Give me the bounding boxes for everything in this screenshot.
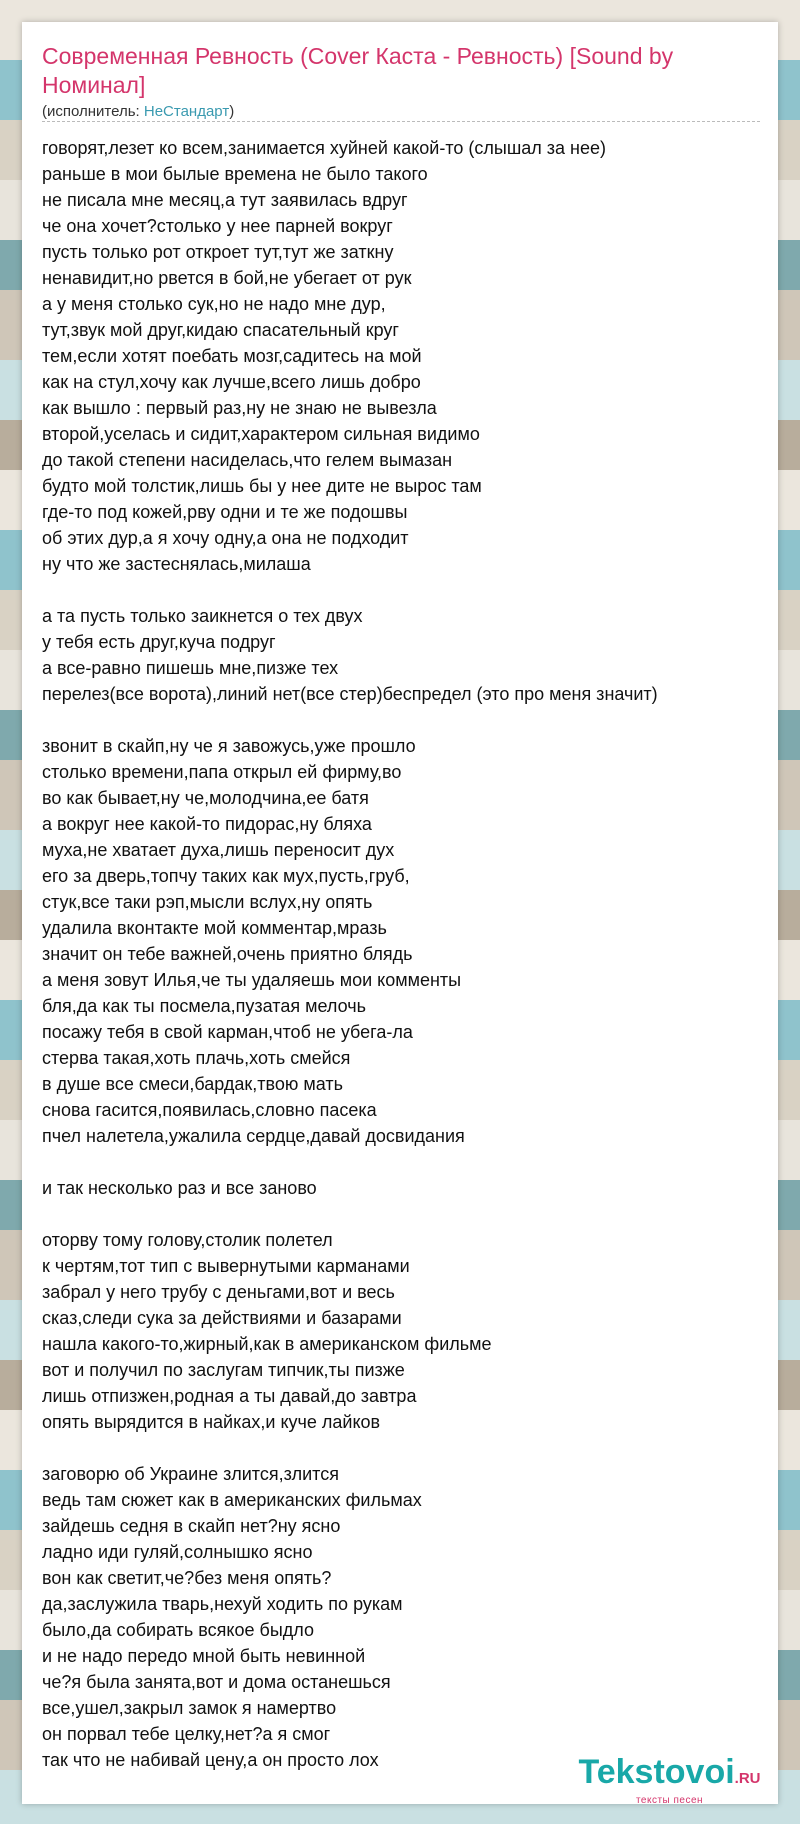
site-logo[interactable]: [567, 1755, 772, 1806]
lyric-line: бля,да как ты посмела,пузатая мелочь: [42, 996, 366, 1016]
lyric-line: ведь там сюжет как в американских фильмах: [42, 1490, 422, 1510]
artist-link[interactable]: НеСтандарт: [143, 103, 230, 120]
lyric-line: как вышло : первый раз,ну не знаю не вывезла: [42, 398, 437, 418]
lyric-line: и так несколько раз и все заново: [42, 1178, 317, 1198]
lyric-line: пчел налетела,ужалила сердце,давай досвидания: [42, 1126, 465, 1146]
lyric-line: у тебя есть друг,куча подруг: [42, 632, 276, 652]
logo-tagline: тексты песен: [635, 1795, 704, 1806]
lyric-line: опять вырядится в найках,и куче лайков: [42, 1412, 381, 1432]
lyric-line: ненавидит,но рвется в бой,не убегает от рук: [42, 268, 412, 288]
lyric-line: [42, 1435, 772, 1461]
lyric-line: второй,уселась и сидит,характером сильная видимо: [42, 424, 480, 444]
title-divider: [42, 121, 760, 122]
lyric-line: он порвал тебе целку,нет?а я смог: [42, 1724, 331, 1744]
lyric-line: че?я была занята,вот и дома останешься: [42, 1672, 391, 1692]
lyrics-card: [22, 22, 778, 1804]
lyric-line: вон как светит,че?без меня опять?: [42, 1568, 332, 1588]
lyric-line: значит он тебе важней,очень приятно блядь: [42, 944, 413, 964]
lyric-line: во как бывает,ну че,молодчина,ее батя: [42, 788, 369, 808]
lyric-line: пусть только рот откроет тут,тут же заткну: [42, 242, 394, 262]
lyric-line: забрал у него трубу с деньгами,вот и весь: [42, 1282, 395, 1302]
lyric-line: в душе все смеси,бардак,твою мать: [42, 1074, 343, 1094]
lyric-line: лишь отпизжен,родная а ты давай,до завтра: [42, 1386, 417, 1406]
artist-line: [42, 103, 234, 120]
lyric-line: стук,все таки рэп,мысли вслух,ну опять: [42, 892, 373, 912]
lyric-line: было,да собирать всякое быдло: [42, 1620, 314, 1640]
lyric-line: заговорю об Украине злится,злится: [42, 1464, 339, 1484]
lyric-line: муха,не хватает духа,лишь переносит дух: [42, 840, 395, 860]
lyric-line: а вокруг нее какой-то пидорас,ну бляха: [42, 814, 372, 834]
lyric-line: будто мой толстик,лишь бы у нее дите не вырос там: [42, 476, 482, 496]
lyric-line: нашла какого-то,жирный,как в американском фильме: [42, 1334, 492, 1354]
lyric-line: стерва такая,хоть плачь,хоть смейся: [42, 1048, 351, 1068]
lyric-line: говорят,лезет ко всем,занимается хуйней какой-то (слышал за нее): [42, 138, 607, 158]
artist-prefix: (исполнитель:: [42, 103, 144, 120]
lyric-line: [42, 1201, 772, 1227]
lyric-line: посажу тебя в свой карман,чтоб не убега-ла: [42, 1022, 413, 1042]
lyric-line: а все-равно пишешь мне,пизже тех: [42, 658, 339, 678]
lyric-line: перелез(все ворота),линий нет(все стер)беспредел (это про меня значит): [42, 684, 658, 704]
lyric-line: а у меня столько сук,но не надо мне дур,: [42, 294, 386, 314]
lyric-line: ладно иди гуляй,солнышко ясно: [42, 1542, 313, 1562]
lyric-line: до такой степени насиделась,что гелем вымазан: [42, 450, 453, 470]
lyric-line: все,ушел,закрыл замок я намертво: [42, 1698, 337, 1718]
lyric-line: а меня зовут Илья,че ты удаляешь мои комменты: [42, 970, 462, 990]
lyric-line: [42, 1149, 772, 1175]
lyric-line: снова гасится,появилась,словно пасека: [42, 1100, 377, 1120]
lyric-line: удалила вконтакте мой комментар,мразь: [42, 918, 387, 938]
lyric-line: звонит в скайп,ну че я завожусь,уже прошло: [42, 736, 416, 756]
lyric-line: ну что же застеснялась,милаша: [42, 554, 311, 574]
lyric-line: [42, 707, 772, 733]
logo-tld: .RU: [734, 1770, 761, 1787]
lyric-line: зайдешь седня в скайп нет?ну ясно: [42, 1516, 341, 1536]
lyric-line: да,заслужила тварь,нехуй ходить по рукам: [42, 1594, 403, 1614]
lyric-line: к чертям,тот тип с вывернутыми карманами: [42, 1256, 410, 1276]
lyric-line: тем,если хотят поебать мозг,садитесь на мой: [42, 346, 422, 366]
lyric-line: сказ,следи сука за действиями и базарами: [42, 1308, 402, 1328]
lyric-line: столько времени,папа открыл ей фирму,во: [42, 762, 402, 782]
lyric-line: и не надо передо мной быть невинной: [42, 1646, 366, 1666]
lyric-line: вот и получил по заслугам типчик,ты пизже: [42, 1360, 405, 1380]
lyric-line: а та пусть только заикнется о тех двух: [42, 606, 363, 626]
artist-suffix: ): [229, 103, 235, 120]
lyric-line: тут,звук мой друг,кидаю спасательный круг: [42, 320, 399, 340]
lyric-line: не писала мне месяц,а тут заявилась вдруг: [42, 190, 408, 210]
lyric-line: [42, 577, 772, 603]
lyric-line: так что не набивай цену,а он просто лох: [42, 1750, 379, 1770]
logo-name: Tekstovoi: [578, 1753, 735, 1791]
lyric-line: оторву тому голову,столик полетел: [42, 1230, 333, 1250]
song-title: Современная Ревность (Cover Каста - Ревность) [Sound by Номинал]: [42, 43, 674, 98]
lyric-line: как на стул,хочу как лучше,всего лишь добро: [42, 372, 421, 392]
lyric-line: его за дверь,топчу таких как мух,пусть,груб,: [42, 866, 410, 886]
lyrics-text: [42, 135, 772, 1773]
lyric-line: че она хочет?столько у нее парней вокруг: [42, 216, 393, 236]
lyric-line: раньше в мои былые времена не было такого: [42, 164, 428, 184]
lyric-line: где-то под кожей,рву одни и те же подошвы: [42, 502, 408, 522]
lyric-line: об этих дур,а я хочу одну,а она не подходит: [42, 528, 409, 548]
